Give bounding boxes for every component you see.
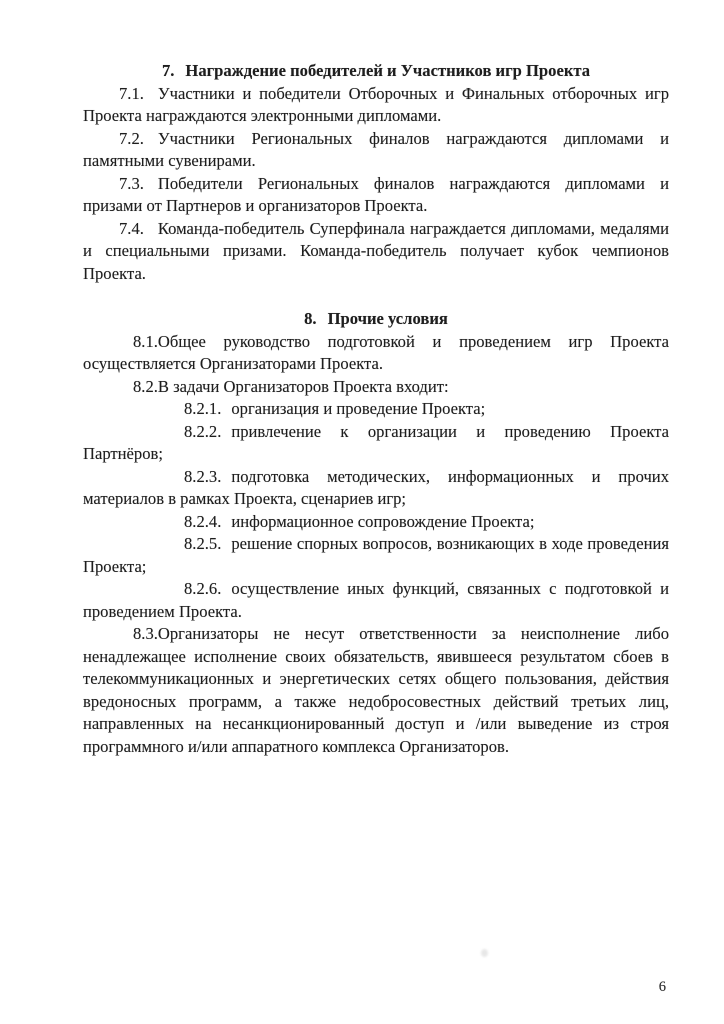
subitem-8-2-2-number: 8.2.2. — [184, 421, 222, 441]
section-7-number: 7. — [161, 61, 175, 80]
subitem-8-2-5-number: 8.2.5. — [184, 534, 222, 553]
subitem-8-2-3 — [83, 466, 669, 511]
paragraph-7-2-number: 7.2. — [119, 128, 144, 148]
section-8-heading — [83, 308, 669, 331]
subitem-8-2-2-text: привлечение к организации и проведению Проекта Партнёров; — [83, 421, 669, 463]
subitem-8-2-1 — [83, 398, 669, 421]
scan-artifact-speck — [481, 949, 488, 957]
paragraph-7-4-text: Команда-победитель Суперфинала награждается дипломами, медалями и специальными призами. Команда-победитель получает кубок чемпионов Проекта. — [83, 218, 669, 283]
paragraph-7-2 — [83, 128, 669, 173]
subitem-8-2-3-number: 8.2.3. — [184, 466, 222, 486]
section-7-heading — [83, 60, 669, 83]
paragraph-8-2-text: В задачи Организаторов Проекта входит: — [157, 376, 449, 396]
paragraph-8-3 — [83, 623, 669, 758]
section-7-title: Награждение победителей и Участников игр Проекта — [185, 61, 591, 80]
paragraph-8-1 — [83, 331, 669, 376]
paragraph-7-3-text: Победители Региональных финалов награждаются дипломами и призами от Партнеров и организаторов Проекта. — [83, 173, 669, 215]
paragraph-8-3-number: 8.3. — [133, 624, 158, 643]
section-8-number: 8. — [304, 309, 317, 328]
paragraph-8-1-text: Общее руководство подготовкой и проведением игр Проекта осуществляется Организаторами Проекта. — [83, 331, 669, 373]
paragraph-7-2-text: Участники Региональных финалов награждаются дипломами и памятными сувенирами. — [83, 128, 669, 170]
subitem-8-2-3-text: подготовка методических, информационных и прочих материалов в рамках Проекта, сценариев игр; — [83, 466, 669, 508]
paragraph-7-4-number: 7.4. — [119, 218, 144, 238]
document-body — [83, 60, 669, 758]
subitem-8-2-4-text: информационное сопровождение Проекта; — [231, 511, 535, 531]
paragraph-8-1-number: 8.1. — [133, 331, 158, 351]
paragraph-7-3-number: 7.3. — [119, 173, 144, 193]
section-8-title: Прочие условия — [327, 309, 448, 328]
paragraph-7-4 — [83, 218, 669, 286]
paragraph-7-3 — [83, 173, 669, 218]
subitem-8-2-1-number: 8.2.1. — [184, 399, 222, 418]
subitem-8-2-4-number: 8.2.4. — [184, 511, 222, 531]
subitem-8-2-5 — [83, 533, 669, 578]
paragraph-7-1-number: 7.1. — [119, 83, 144, 103]
paragraph-8-3-text: Организаторы не несут ответственности за неисполнение либо ненадлежащее исполнение своих обязательств, явившееся результатом сбоев в телекоммуникационных и энергетических сетях общего пользования, действия вредоносных программ, а также недобросовестных действий третьих лиц, направленных на несанкционированный доступ и /или выведение из строя программного и/или аппаратного комплекса Организаторов. — [83, 624, 669, 756]
subitem-8-2-1-text: организация и проведение Проекта; — [231, 399, 486, 418]
page-number: 6 — [658, 979, 666, 995]
paragraph-7-1 — [83, 83, 669, 128]
subitem-8-2-6-number: 8.2.6. — [184, 579, 222, 598]
subitem-8-2-4 — [83, 511, 669, 534]
subitem-8-2-2 — [83, 421, 669, 466]
subitem-8-2-5-text: решение спорных вопросов, возникающих в ходе проведения Проекта; — [83, 534, 669, 576]
paragraph-8-2 — [83, 376, 669, 399]
subitem-8-2-6 — [83, 578, 669, 623]
paragraph-8-2-number: 8.2. — [133, 376, 158, 396]
paragraph-7-1-text: Участники и победители Отборочных и Финальных отборочных игр Проекта награждаются электронными дипломами. — [83, 83, 669, 125]
subitem-8-2-6-text: осуществление иных функций, связанных с подготовкой и проведением Проекта. — [83, 579, 669, 621]
